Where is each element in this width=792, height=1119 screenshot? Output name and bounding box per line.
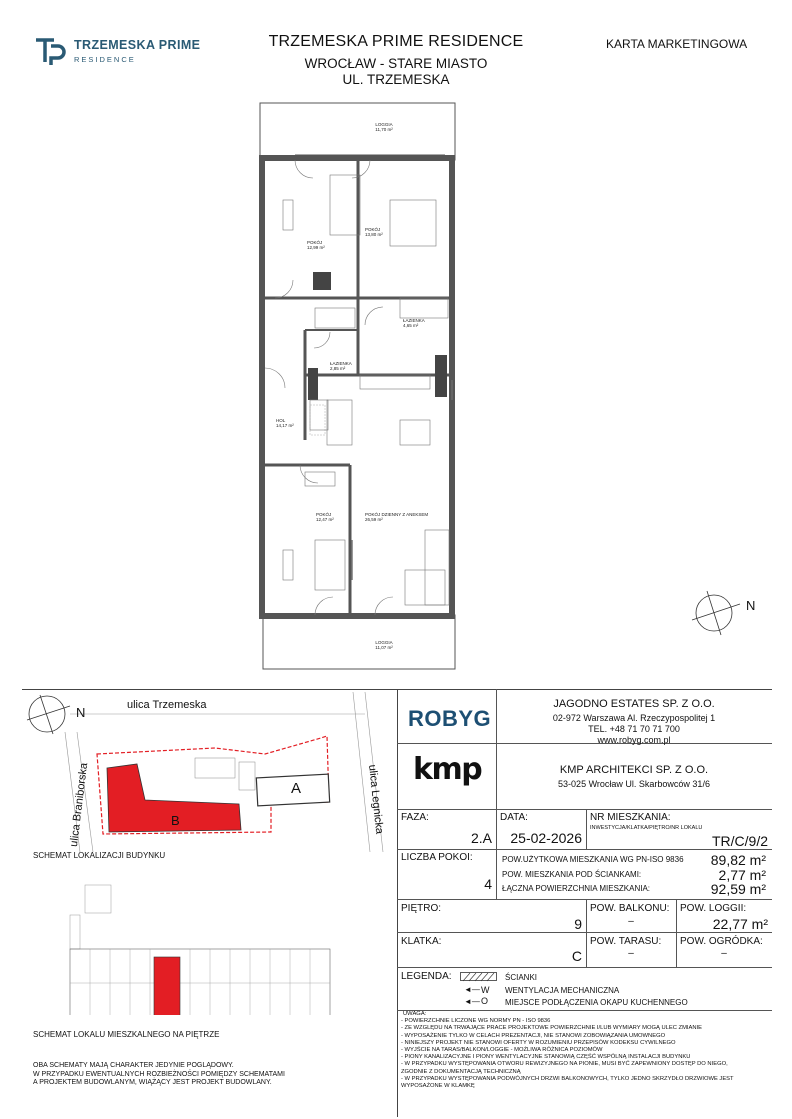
robyg-logo: ROBYG [408, 706, 492, 731]
legend-o-symbol: O [481, 996, 489, 1006]
room-label: POKÓJ 12,47 m² [316, 512, 334, 522]
disclaimer: OBA SCHEMATY MAJĄ CHARAKTER JEDYNIE POGLĄDOWY. W PRZYPADKU EWENTUALNYCH ROZBIEŻNOŚCI POMIĘDZY SCHEMATAMI A PROJEKTEM BUDOWLANYM, WIĄŻĄCY JEST PROJEKT BUDOWLANY. [33, 1062, 285, 1086]
balkon-label: POW. BALKONU: [590, 903, 670, 914]
taras-label: POW. TARASU: [590, 936, 662, 947]
notes: UWAGA: - POWIERZCHNIE LICZONE WG NORMY PN - ISO 9836 - ZE WZGLĘDU NA TRWAJĄCE PRACE PROJEKTOWE POWIERZCHNIE I/LUB WYMIARY MOGĄ ULEC ZMIANIE - WYPOSAŻENIE TYLKO W CELACH PREZENTACJI, NIE STANOWI ZOBOWIĄZANIA UMOWNEGO - NINIEJSZY PROJEKT NIE STANOWI OFERTY W ROZUMIENIU PRZEPISÓW KODEKSU CYWILNEGO - WYJŚCIE NA TARAS/BALKON/LOGGIE - MOŻLIWA RÓŻNICA POZIOMÓW - PIONY KANALIZACYJNE I PIONY WENTYLACYJNE STANOWIĄ CZĘŚĆ WSPÓLNĄ INSTALACJI BUDYNKU - W PRZYPADKU WYSTĘPOWANIA OTWORU REWIZYJNEGO NA PIONIE, MUSI BYĆ ZAPEWNIONY DOSTĘP DO NIEGO, ZGODNIE Z DOKUMENTACJĄ TECHNICZNĄ - W PRZYPADKU WYSTĘPOWANIA PODWÓJNYCH DRZWI BALKONOWYCH, TYLKO JEDNO SKRZYDŁO DRZWIOWE JEST WYPOSAŻONE W KLAMKĘ [401, 1011, 734, 1090]
room-label: POKÓJ DZIENNY Z ANEKSEM 26,59 m² [365, 512, 429, 522]
nr-sub: INWESTYCJA/KLATKA/PIĘTRO/NR LOKALU [590, 825, 703, 831]
legend-arrow-icon: ◄— [464, 985, 480, 994]
room-label: HOL 14,17 m² [276, 418, 294, 428]
brand-name: TRZEMESKA PRIME [74, 38, 201, 52]
street: UL. TRZEMESKA [342, 72, 450, 87]
architect-address: 53-025 Wrocław Ul. Skarbowców 31/6 [558, 779, 710, 789]
area1-value: 89,82 m² [710, 852, 766, 868]
balkon-value: – [628, 916, 634, 927]
area2-value: 2,77 m² [718, 867, 766, 883]
loggia-bottom-label: LOGGIA 11,07 m² [375, 640, 393, 650]
nr-label: NR MIESZKANIA: [590, 812, 671, 823]
room-label: ŁAZIENKA 2,85 m² [330, 361, 352, 371]
page-title: TRZEMESKA PRIME RESIDENCE [268, 33, 524, 50]
data-value: 25-02-2026 [510, 830, 582, 846]
area1-label: POW.UŻYTKOWA MIESZKANIA WG PN-ISO 9836 [502, 855, 684, 864]
loggia-top-label: LOGGIA 11,70 m² [375, 122, 393, 132]
street-right: ulica Legnicka [366, 764, 386, 835]
room-label: POKÓJ 12,99 m² [307, 240, 325, 250]
room-label: POKÓJ 13,80 m² [365, 227, 383, 237]
city: WROCŁAW - STARE MIASTO [304, 56, 488, 71]
architect-name: KMP ARCHITEKCI SP. Z O.O. [559, 764, 709, 776]
nr-value: TR/C/9/2 [711, 833, 768, 849]
taras-value: – [628, 948, 634, 959]
data-label: DATA: [500, 812, 528, 823]
street-top: ulica Trzemeska [127, 699, 207, 711]
brand-sub: RESIDENCE [74, 55, 136, 64]
pietro-label: PIĘTRO: [401, 903, 442, 914]
legend-walls: ŚCIANKI [505, 973, 538, 982]
caption-floor: SCHEMAT LOKALU MIESZKALNEGO NA PIĘTRZE [33, 1030, 220, 1039]
faza-label: FAZA: [401, 812, 429, 823]
kmp-logo: kmp [413, 752, 482, 787]
klatka-value: C [571, 948, 582, 964]
pokoje-label: LICZBA POKOI: [401, 852, 473, 863]
legend-arrow-icon: ◄— [464, 997, 480, 1006]
loggia-label: POW. LOGGII: [680, 903, 747, 914]
legend-label: LEGENDA: [401, 971, 452, 982]
caption-location: SCHEMAT LOKALIZACJI BUDYNKU [33, 851, 166, 860]
faza-value: 2.A [470, 830, 492, 846]
compass-icon [690, 588, 756, 638]
klatka-label: KLATKA: [401, 936, 442, 947]
area2-label: POW. MIESZKANIA POD ŚCIANKAMI: [502, 870, 642, 879]
pokoje-value: 4 [484, 876, 492, 892]
developer-name: JAGODNO ESTATES SP. Z O.O. [553, 698, 715, 710]
legend-w-symbol: W [481, 985, 490, 995]
area3-value: 92,59 m² [710, 881, 766, 897]
ogrodek-label: POW. OGRÓDKA: [680, 936, 763, 947]
pietro-value: 9 [574, 916, 582, 932]
street-left: ulica Braniborska [68, 762, 91, 848]
developer-details: 02-972 Warszawa Al. Rzeczypospolitej 1 TEL. +48 71 70 71 700 www.robyg.com.pl [552, 713, 716, 745]
room-label: ŁAZIENKA 4,65 m² [403, 318, 425, 328]
location-compass-n: N [76, 705, 86, 720]
walls-hatch-icon [460, 972, 498, 982]
building-a-label: A [291, 780, 302, 797]
floor-plan [255, 100, 465, 675]
area3-label: ŁĄCZNA POWIERZCHNIA MIESZKANIA: [502, 884, 651, 893]
legend-hood: MIEJSCE PODŁĄCZENIA OKAPU KUCHENNEGO [505, 998, 688, 1007]
legend-ventilation: WENTYLACJA MECHANICZNA [505, 986, 620, 995]
building-b-label: B [171, 813, 180, 828]
loggia-value: 22,77 m² [712, 916, 768, 932]
floor-schema [60, 875, 340, 1015]
compass-n-label: N [746, 598, 756, 613]
ogrodek-value: – [721, 948, 727, 959]
doc-type: KARTA MARKETINGOWA [606, 37, 748, 51]
